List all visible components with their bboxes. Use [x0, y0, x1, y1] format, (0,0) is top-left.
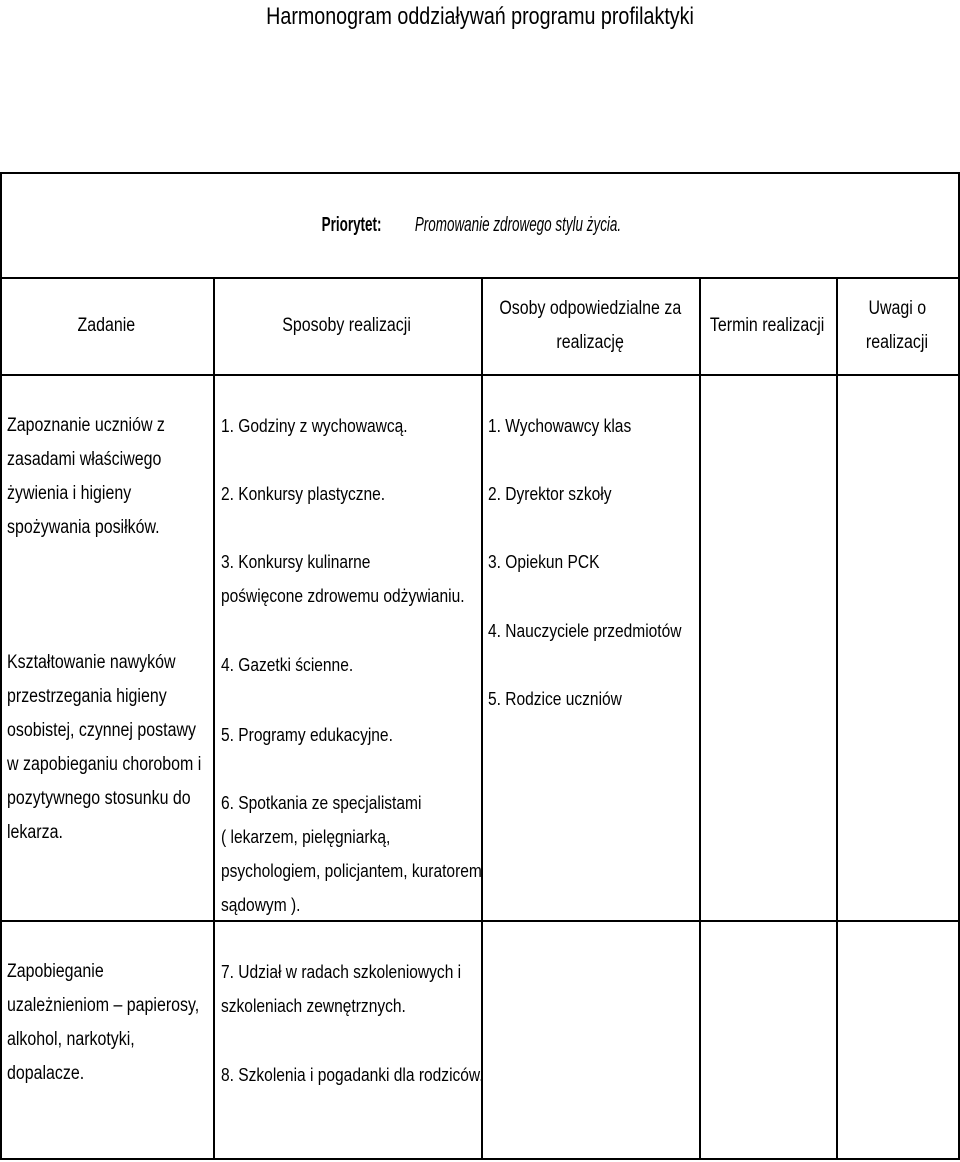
- method-item: 6. Spotkania ze specjalistami: [221, 792, 422, 813]
- method-item: sądowym ).: [221, 894, 301, 915]
- header-deadline: Termin realizacji: [710, 315, 825, 336]
- task-line: dopalacze.: [7, 1063, 85, 1084]
- responsible-item: 2. Dyrektor szkoły: [488, 483, 612, 504]
- task-cell-1: [7, 409, 165, 545]
- column-divider-4: [836, 277, 838, 1160]
- last-row-divider: [0, 920, 960, 922]
- column-divider-3: [699, 277, 701, 1160]
- table-border-top: [0, 172, 960, 174]
- method-item: 3. Konkursy kulinarne: [221, 551, 371, 572]
- responsible-item: 4. Nauczyciele przedmiotów: [488, 620, 682, 641]
- method-item: 8. Szkolenia i pogadanki dla rodziców.: [221, 1064, 484, 1085]
- task-line: osobistej, czynnej postawy: [7, 720, 196, 741]
- responsible-item: 1. Wychowawcy klas: [488, 415, 632, 436]
- responsible-item: 3. Opiekun PCK: [488, 551, 600, 572]
- task-line: uzależnieniom – papierosy,: [7, 995, 200, 1016]
- priority-row-divider: [0, 277, 960, 279]
- method-item: ( lekarzem, pielęgniarką,: [221, 826, 391, 847]
- task-line: lekarza.: [7, 822, 63, 843]
- priority-value: Promowanie zdrowego stylu życia.: [415, 214, 622, 236]
- column-divider-1: [213, 277, 215, 1160]
- method-item: psychologiem, policjantem, kuratorem: [221, 860, 482, 881]
- method-item: poświęcone zdrowemu odżywianiu.: [221, 585, 465, 606]
- priority-label: Priorytet:: [322, 214, 382, 236]
- header-responsible: Osoby odpowiedzialne za realizację: [499, 298, 681, 353]
- priority-row: [0, 208, 960, 242]
- table-border-right: [958, 172, 960, 1160]
- task-cell-2: [7, 646, 201, 850]
- method-item: 4. Gazetki ścienne.: [221, 654, 354, 675]
- task-line: pozytywnego stosunku do: [7, 788, 191, 809]
- header-task: Zadanie: [77, 315, 136, 336]
- task-line: przestrzegania higieny: [7, 686, 167, 707]
- responsible-item: 5. Rodzice uczniów: [488, 688, 622, 709]
- task-line: Kształtowanie nawyków: [7, 652, 176, 673]
- header-row-divider: [0, 374, 960, 376]
- method-item: szkoleniach zewnętrznych.: [221, 995, 406, 1016]
- method-item: 5. Programy edukacyjne.: [221, 724, 393, 745]
- task-line: spożywania posiłków.: [7, 517, 160, 538]
- method-item: 1. Godziny z wychowawcą.: [221, 415, 408, 436]
- task-line: w zapobieganiu chorobom i: [7, 754, 202, 775]
- task-line: Zapoznanie uczniów z: [7, 415, 165, 436]
- header-methods: Sposoby realizacji: [282, 315, 412, 336]
- method-item: 7. Udział w radach szkoleniowych i: [221, 961, 462, 982]
- method-item: 2. Konkursy plastyczne.: [221, 483, 386, 504]
- page-title: Harmonogram oddziaływań programu profilaktyki: [266, 3, 694, 30]
- column-divider-2: [481, 277, 483, 1160]
- table-border-bottom: [0, 1158, 960, 1160]
- task-cell-3: [7, 955, 199, 1091]
- task-line: zasadami właściwego: [7, 449, 162, 470]
- header-notes: Uwagi o realizacji: [865, 298, 929, 353]
- task-line: alkohol, narkotyki,: [7, 1029, 135, 1050]
- task-line: Zapobieganie: [7, 961, 104, 982]
- task-line: żywienia i higieny: [7, 483, 132, 504]
